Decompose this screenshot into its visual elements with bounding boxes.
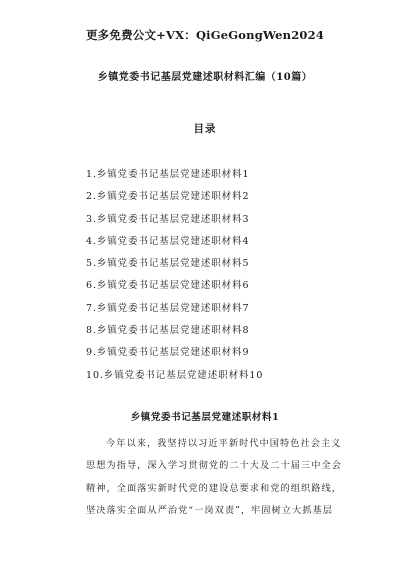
body-line-4: 坚决落实全面从严治党“一岗双责”，牢固树立大抓基层	[86, 504, 333, 516]
toc-item-10[interactable]: 10.乡镇党委书记基层党建述职材料10	[86, 369, 264, 381]
body-line-3: 精神，全面落实新时代党的建设总要求和党的组织路线，	[86, 482, 342, 494]
section-body	[86, 433, 352, 522]
body-line-2: 思想为指导，深入学习贯彻党的二十大及二十届三中全会	[86, 460, 342, 472]
toc-item-2[interactable]: 2.乡镇党委书记基层党建述职材料2	[86, 191, 250, 203]
toc-item-7[interactable]: 7.乡镇党委书记基层党建述职材料7	[86, 302, 250, 314]
toc-item-1[interactable]: 1.乡镇党委书记基层党建述职材料1	[86, 169, 250, 180]
section-title: 乡镇党委书记基层党建述职材料1	[130, 412, 280, 423]
body-line-1: 今年以来，我坚持以习近平新时代中国特色社会主义	[106, 438, 342, 449]
toc-item-8[interactable]: 8.乡镇党委书记基层党建述职材料8	[86, 325, 250, 337]
toc-item-4[interactable]: 4.乡镇党委书记基层党建述职材料4	[86, 235, 250, 247]
toc-item-3[interactable]: 3.乡镇党委书记基层党建述职材料3	[86, 213, 250, 225]
toc-heading: 目录	[193, 123, 217, 135]
toc-item-9[interactable]: 9.乡镇党委书记基层党建述职材料9	[86, 347, 250, 359]
toc-item-6[interactable]: 6.乡镇党委书记基层党建述职材料6	[86, 280, 250, 292]
table-of-contents	[86, 169, 263, 392]
toc-item-5[interactable]: 5.乡镇党委书记基层党建述职材料5	[86, 258, 250, 270]
promo-header: 更多免费公文+VX：QiGeGongWen2024	[85, 28, 325, 42]
document-title: 乡镇党委书记基层党建述职材料汇编（10篇）	[97, 72, 313, 83]
